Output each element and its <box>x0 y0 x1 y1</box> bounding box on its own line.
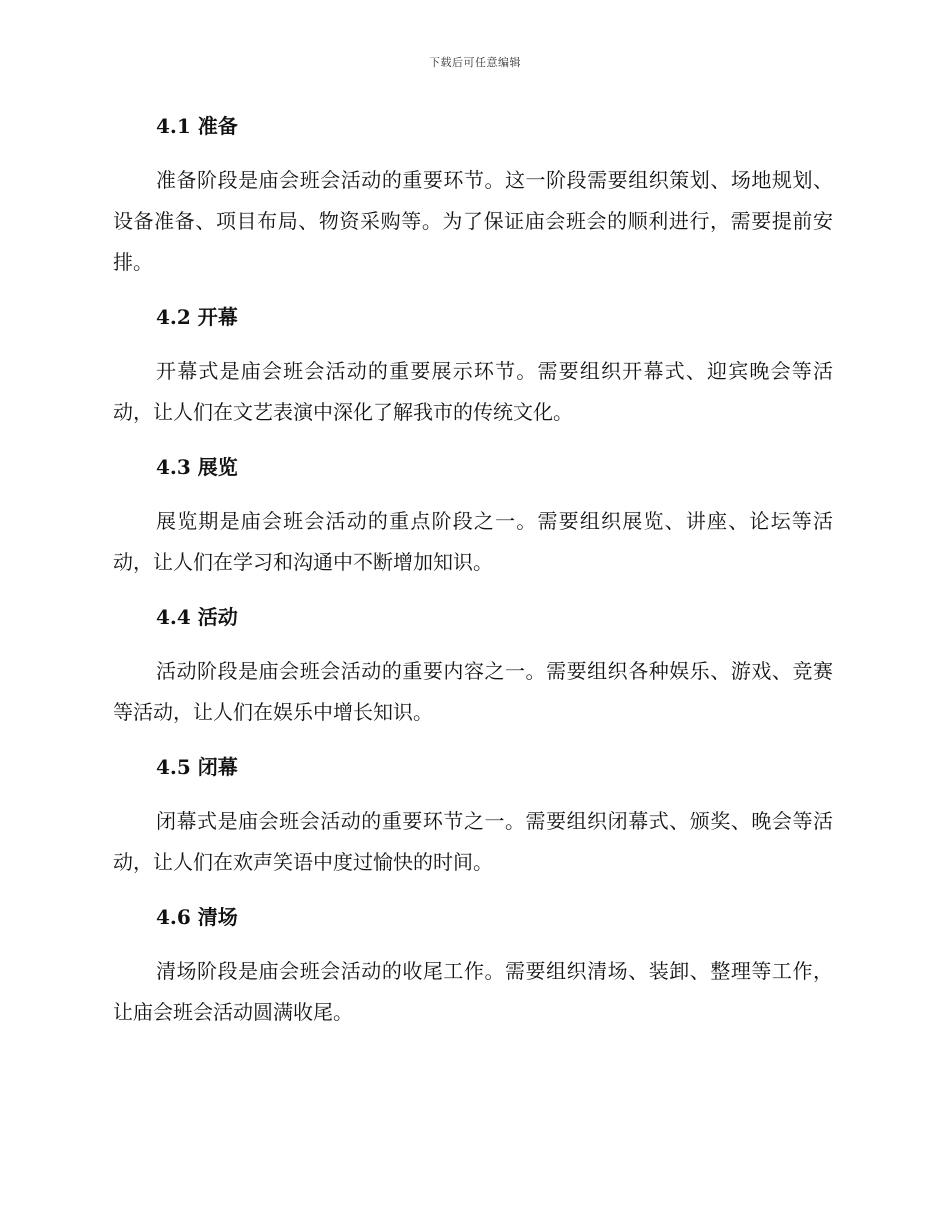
section-paragraph: 准备阶段是庙会班会活动的重要环节。这一阶段需要组织策划、场地规划、设备准备、项目布局、物资采购等。为了保证庙会班会的顺利进行，需要提前安排。 <box>113 168 833 274</box>
section-4-2 <box>113 301 833 433</box>
section-4-5 <box>113 751 833 883</box>
section-4-4 <box>113 601 833 733</box>
section-heading: 4.5 闭幕 <box>156 755 238 779</box>
section-4-1 <box>113 110 833 283</box>
page-header: 下载后可任意编辑 <box>429 56 521 69</box>
section-heading: 4.3 展览 <box>156 455 238 479</box>
section-paragraph: 展览期是庙会班会活动的重点阶段之一。需要组织展览、讲座、论坛等活动，让人们在学习和沟通中不断增加知识。 <box>113 509 833 574</box>
section-paragraph: 闭幕式是庙会班会活动的重要环节之一。需要组织闭幕式、颁奖、晚会等活动，让人们在欢声笑语中度过愉快的时间。 <box>113 809 833 874</box>
section-heading: 4.6 清场 <box>156 905 238 929</box>
section-heading: 4.1 准备 <box>156 114 238 138</box>
section-heading: 4.4 活动 <box>156 605 238 629</box>
section-4-6 <box>113 901 833 1033</box>
section-paragraph: 开幕式是庙会班会活动的重要展示环节。需要组织开幕式、迎宾晚会等活动，让人们在文艺表演中深化了解我市的传统文化。 <box>113 359 833 424</box>
section-paragraph: 活动阶段是庙会班会活动的重要内容之一。需要组织各种娱乐、游戏、竞赛等活动，让人们在娱乐中增长知识。 <box>113 659 833 724</box>
section-4-3 <box>113 451 833 583</box>
document-body <box>113 110 833 1051</box>
section-heading: 4.2 开幕 <box>156 305 238 329</box>
section-paragraph: 清场阶段是庙会班会活动的收尾工作。需要组织清场、装卸、整理等工作，让庙会班会活动圆满收尾。 <box>113 959 833 1024</box>
